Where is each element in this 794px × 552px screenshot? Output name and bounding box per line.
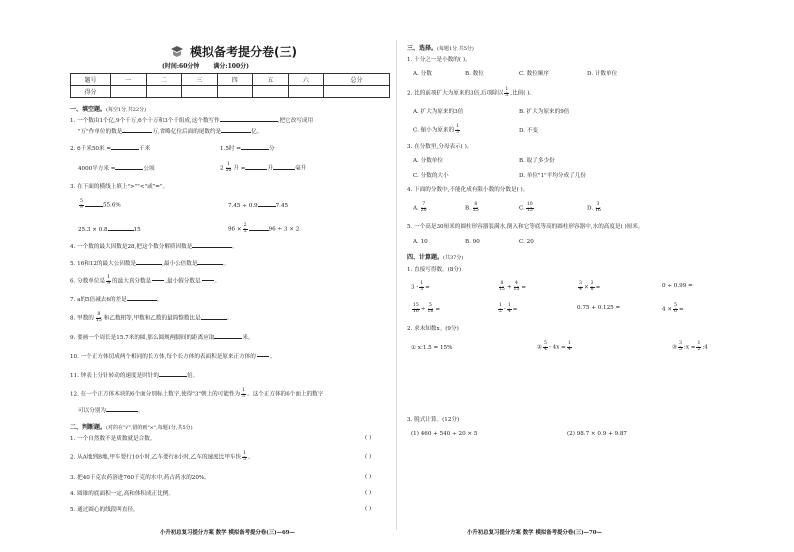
calc-fraction: $\frac{15}{16}$ [413,303,419,314]
q3b-blank[interactable] [258,206,276,207]
score-cell: 二 [146,74,182,86]
direct-calc-item: 0 ÷ 0.99 = [662,283,693,289]
score-input-cell[interactable] [217,86,253,98]
judge-1-answer[interactable]: ( ) [365,435,372,441]
q12-fraction: $\frac{1}{3}$ [242,388,246,399]
question-1-line1 [70,117,313,125]
judge-3-answer[interactable]: ( ) [365,474,372,480]
choice-4-opt-a[interactable]: A. $\frac{7}{20}$ [413,202,427,213]
exam-score-total: 满分:100分) [213,63,249,70]
q5-blank-2[interactable] [197,264,223,265]
q9-unit: 米。 [242,335,254,341]
q6-fraction: $\frac{1}{9}$ [107,275,111,286]
e2-fraction-a: $\frac{5}{4}$ [544,341,547,352]
q1-blank-1[interactable] [220,121,278,122]
q5-blank-1[interactable] [136,264,162,265]
q5-end: 。 [223,261,230,267]
score-input-cell[interactable] [111,86,147,98]
q12-blank[interactable] [106,411,138,412]
q3b-right: 7.45 [275,203,289,209]
calc-direct-title: 1. 直接写得数。(8分) [407,267,462,273]
equation-1: ① x:1.5 = 15% [411,345,453,351]
question-2d [220,163,306,173]
score-cell: 题号 [71,74,111,86]
q1-text-c: "万"作单位的数是 [78,129,123,135]
c4-opt-b-fraction: $\frac{8}{25}$ [472,202,479,213]
judge-5-answer[interactable]: ( ) [365,506,372,512]
q8-blank[interactable] [201,319,227,320]
q8-fraction: $\frac{8}{15}$ [95,312,102,323]
score-cell: 三 [182,74,218,86]
question-11 [70,372,198,380]
q5-text-a: 5. 16和12的最大公因数是 [70,261,137,267]
calc-fraction: $\frac{4}{15}$ [513,281,520,292]
q8-text-b: 和乙数相等,甲数和乙数的最简整数比是 [103,315,201,322]
question-5 [70,260,229,268]
choice-3-opt-d[interactable]: D. 单位"1"平均分成了几份 [519,173,586,179]
question-10 [70,352,275,361]
q3c-blank[interactable] [108,230,134,231]
choice-5-opt-c[interactable]: C. 20 [519,239,534,245]
judge-2-answer[interactable]: ( ) [365,454,372,460]
q12-text-a: 12. 在一个正方体木块的6个面分别标上数字,使得"3"朝上的可能性为 [70,391,241,398]
q1-text-d: 万,省略亿位后面的尾数约是 [152,129,222,135]
stepwise-1: (1) 460 + 540 ÷ 20 × 5 [411,431,478,437]
section1-heading [70,104,146,113]
q12-text-c: 可以分别为 [78,408,106,414]
choice-2-opt-c[interactable]: C. 缩小为原来的 $\frac{1}{3}$ [413,124,460,135]
q6-answer-1[interactable] [152,277,164,286]
section1-note: (每空1分,共22分) [106,107,147,113]
choice-2-opt-b[interactable]: B. 扩大为原来的9倍 [519,109,570,115]
direct-calc-item: $\frac{15}{16}$ ÷ $\frac{5}{16}$ = [413,303,441,314]
q2b-text: 1.5时 = [220,146,241,152]
q2d-whole: 2 [220,165,224,172]
q3b-left: 7.45 ÷ 0.9 [228,203,258,209]
question-12-line2 [78,407,144,415]
q6-end: 。 [214,278,221,285]
q3c-left: 25.3 × 0.8 [78,227,108,233]
choice-3: 3. 在分数里,分母表示( )。 [407,144,473,150]
right-page [397,0,794,552]
direct-calc-item: 3 - $\frac{1}{3}$ = [411,281,430,292]
book-logo-icon [170,45,184,59]
question-1-line2 [78,128,262,136]
q2b-unit: 分 [268,146,275,152]
q3d-blank[interactable] [249,230,269,231]
choice-4-opt-b[interactable]: B. $\frac{8}{25}$ [465,202,479,213]
q2d-fraction: $\frac{1}{20}$ [225,162,232,173]
score-cell: 五 [253,74,289,86]
score-table [70,73,390,98]
stepwise-2: (2) 98.7 × 0.9 + 9.87 [567,431,627,437]
calc-fraction: $\frac{3}{4}$ [579,281,582,292]
q6-text-a: 6. 分数单位是 [70,278,106,285]
j2-text: 2. 从A地到B地,甲车要行10小时,乙车要行8小时,乙车的速度比甲车快 [70,454,242,461]
q2a-blank[interactable] [111,149,139,150]
q2a-text: 2. 6千米50米 = [70,146,112,152]
q1-text-e: 亿。 [251,129,263,135]
equation-3: ③ $\frac{3}{5}$ :x = $\frac{1}{2}$ :4 [672,341,708,352]
score-input-cell[interactable] [146,86,182,98]
choice-1-opt-a[interactable]: A. 分数 [413,71,432,77]
equation-title: 2. 求未知数x。(9分) [407,326,459,332]
score-cell: 四 [217,74,253,86]
c2-end: ,比值( )。 [510,90,535,97]
choice-4-opt-c[interactable]: C. $\frac{10}{15}$ [519,202,533,213]
section4-title: 四、计算题。 [407,254,444,261]
e3-fraction-b: $\frac{1}{2}$ [697,341,701,352]
judge-4: 4. 圆锥的底面积一定,高和体积成正比例。 [70,491,174,497]
q2c-unit: 公顷 [143,166,155,172]
question-2b [220,145,275,153]
calc-fraction: $\frac{1}{2}$ [499,303,502,314]
score-input-cell[interactable] [288,86,324,98]
choice-2 [407,88,535,98]
choice-3-opt-b[interactable]: B. 取了多少份 [519,158,555,164]
q7-blank[interactable] [127,300,157,301]
judge-3: 3. 把40千克农药溶进760千克的水中,药占药水的20%。 [70,475,210,481]
choice-2-opt-a[interactable]: A. 扩大为原来的3倍 [413,109,464,115]
question-2c [78,165,155,173]
c2-fraction: $\frac{1}{3}$ [505,87,509,98]
choice-4-opt-d[interactable]: D. $\frac{3}{16}$ [587,202,601,213]
q3d-left: 96 × [228,226,242,233]
section4-heading [407,252,463,261]
q3d-fraction: $\frac{2}{3}$ [243,223,247,234]
c4-opt-c-fraction: $\frac{10}{15}$ [526,202,533,213]
question-3d [228,224,299,234]
q11-unit: 倍。 [187,373,199,379]
q6-answer-2[interactable] [202,277,214,286]
judge-2 [70,452,254,462]
judge-1: 1. 一个自然数不是质数就是合数。 [70,436,156,442]
calc-fraction: $\frac{1}{3}$ [420,281,424,292]
choice-1-opt-d[interactable]: D. 计数单位 [587,71,618,77]
q12-text-b: 。这个正方体的6个面上的数字 [247,391,324,398]
choice-3-opt-c[interactable]: C. 分数的大小 [413,173,449,179]
direct-calc-item: 0.75 + 0.125 = [577,305,621,311]
judge-5: 5. 通过圆心的线段叫直径。 [70,507,139,513]
c4-opt-a-fraction: $\frac{7}{20}$ [420,202,427,213]
calc-fraction: $\frac{8}{15}$ [499,281,505,292]
q5-text-b: ,最小公倍数是 [162,261,198,267]
q12-end: 。 [137,408,144,414]
section1-title: 一、填空题。 [70,106,107,113]
score-cell: 总分 [324,74,390,86]
q10-answer[interactable] [257,352,269,361]
q7-end: 。 [156,297,163,303]
score-table-header-row [71,74,390,86]
q6-text-b: 的最大真分数是 [112,278,152,285]
j2-end: 。 [248,454,254,461]
q2d-blank-2[interactable] [273,169,295,170]
q6-text-c: ,最小假分数是 [165,278,201,285]
q4-blank[interactable] [192,247,232,248]
calc-fraction: $\frac{5}{16}$ [427,303,434,314]
stepwise-title: 3. 脱式计算。(12分) [407,417,460,423]
q3d-right: 96 ÷ 3 × 2 [268,226,300,233]
exam-meta [162,61,249,70]
section4-note: (共37分) [443,255,464,261]
q2c-text: 4000平方米 = [78,166,116,172]
q9-blank[interactable] [214,338,242,339]
q10-text: 10. 一个正方体切成两个相同的长方体,每个长方体的表面积是原来正方体的 [70,354,256,361]
q2d-text: 升 = [233,165,246,172]
q1-blank-3[interactable] [221,132,251,133]
question-6 [70,276,220,286]
choice-2-opt-d[interactable]: D. 不变 [519,128,539,134]
q3a-text: 55.6% [102,202,121,209]
q2d-unit-2: 毫升 [295,165,307,172]
left-footer: 小升初总复习提分方案 数学 模拟备考提分卷(三)—69— [160,530,295,536]
q2d-unit-1: 升 [267,165,274,172]
right-footer: 小升初总复习提分方案 数学 模拟备考提分卷(三)—70— [467,530,602,536]
score-table-score-row [71,86,390,98]
direct-calc-item: 4 × $\frac{5}{6}$ = [662,303,684,314]
question-3b [228,202,288,210]
e3-fraction-a: $\frac{3}{5}$ [679,341,682,352]
judge-4-answer[interactable]: ( ) [365,490,372,496]
q3a-fraction: $\frac{5}{9}$ [80,199,83,210]
question-3: 3. 在下面的横线上填上">""<"或"="。 [70,184,169,190]
question-8 [70,313,232,323]
choice-5: 5. 一个高是30厘米的圆柱形容器装满水,倒入和它等底等高的圆柱形容器中,水的高度是( )厘米。 [407,224,644,230]
choice-1-opt-b[interactable]: B. 数位 [465,71,484,77]
q4-end: 。 [232,244,238,250]
exam-header [170,43,297,60]
question-12-line1 [70,389,323,399]
direct-calc-item: $\frac{1}{2}$ - $\frac{1}{4}$ = [499,303,518,314]
q7-text: 7. a的5倍减去6的差是 [70,297,127,303]
choice-5-opt-b[interactable]: B. 90 [465,239,480,245]
e2-fraction-b: $\frac{1}{4}$ [567,341,571,352]
q1-text-a: 1. 一个数由1个亿,9个千万,6个十万和3个千组成,这个数写作 [70,118,220,124]
q3c-right: 15 [133,227,141,233]
q1-text-b: ,把它改写成用 [277,118,314,124]
exam-title: 模拟备考提分卷(三) [190,45,297,59]
score-input-cell[interactable] [324,86,390,98]
score-cell: 一 [111,74,147,86]
score-cell: 六 [288,74,324,86]
section2-note: (对的在"√",错的画"×",每题1分,共5分) [106,425,193,431]
q10-end: 。 [269,354,276,361]
question-9 [70,334,254,342]
direct-calc-item: $\frac{8}{15}$ + $\frac{4}{15}$ = [499,281,527,292]
calc-fraction: $\frac{5}{6}$ [674,303,677,314]
score-row-label: 得分 [71,86,111,98]
q8-text-a: 8. 甲数的 [70,315,94,322]
choice-3-opt-a[interactable]: A. 分数单位 [413,158,443,164]
section3-title: 三、选择。 [407,45,438,52]
q11-blank[interactable] [159,376,187,377]
equation-2: ② $\frac{5}{4}$ - 4x = $\frac{1}{4}$ [537,341,571,352]
section3-note: (每题1分,共5分) [437,46,474,52]
j2-fraction: $\frac{1}{5}$ [243,451,247,462]
question-4 [70,243,238,251]
question-7 [70,296,162,304]
q2c-blank[interactable] [115,169,143,170]
choice-4: 4. 下面的分数中,不能化成有限小数的分数是( )。 [407,187,529,193]
calc-fraction: $\frac{1}{4}$ [507,303,511,314]
exam-time: (时间:60分钟 [162,63,200,70]
q11-text: 11. 钟表上分针转动的速度是时针的 [70,373,159,379]
choice-1: 1. 十分之一是小数的( )。 [407,57,471,63]
q2d-blank-1[interactable] [245,169,267,170]
score-input-cell[interactable] [253,86,289,98]
direct-calc-item: $\frac{3}{4}$ × $\frac{3}{8}$ = [579,281,601,292]
question-3a [78,200,121,210]
c2-text: 2. 比的前项扩大为原来的3倍,后项除以 [407,90,504,97]
question-2a [70,145,150,153]
c2-opt-c-fraction: $\frac{1}{3}$ [456,124,460,135]
choice-1-opt-c[interactable]: C. 数位顺序 [519,71,550,77]
calc-fraction: $\frac{3}{8}$ [590,281,594,292]
section2-heading [70,422,193,431]
q2b-blank[interactable] [241,149,269,150]
section3-heading [407,43,474,52]
q2a-unit: 千米 [139,146,151,152]
q4-text: 4. 一个数的最大因数是28,把这个数分解质因数是 [70,244,193,250]
score-input-cell[interactable] [182,86,218,98]
q8-end: 。 [226,315,233,322]
choice-5-opt-a[interactable]: A. 10 [413,239,428,245]
c4-opt-d-fraction: $\frac{3}{16}$ [595,202,601,213]
q3a-blank[interactable] [85,206,103,207]
question-3c [78,226,141,234]
section2-title: 二、判断题。 [70,424,107,431]
q1-blank-2[interactable] [122,132,152,133]
q9-text: 9. 要画一个周长是15.7米的圆,那么圆规两脚间的距离应取 [70,335,215,341]
